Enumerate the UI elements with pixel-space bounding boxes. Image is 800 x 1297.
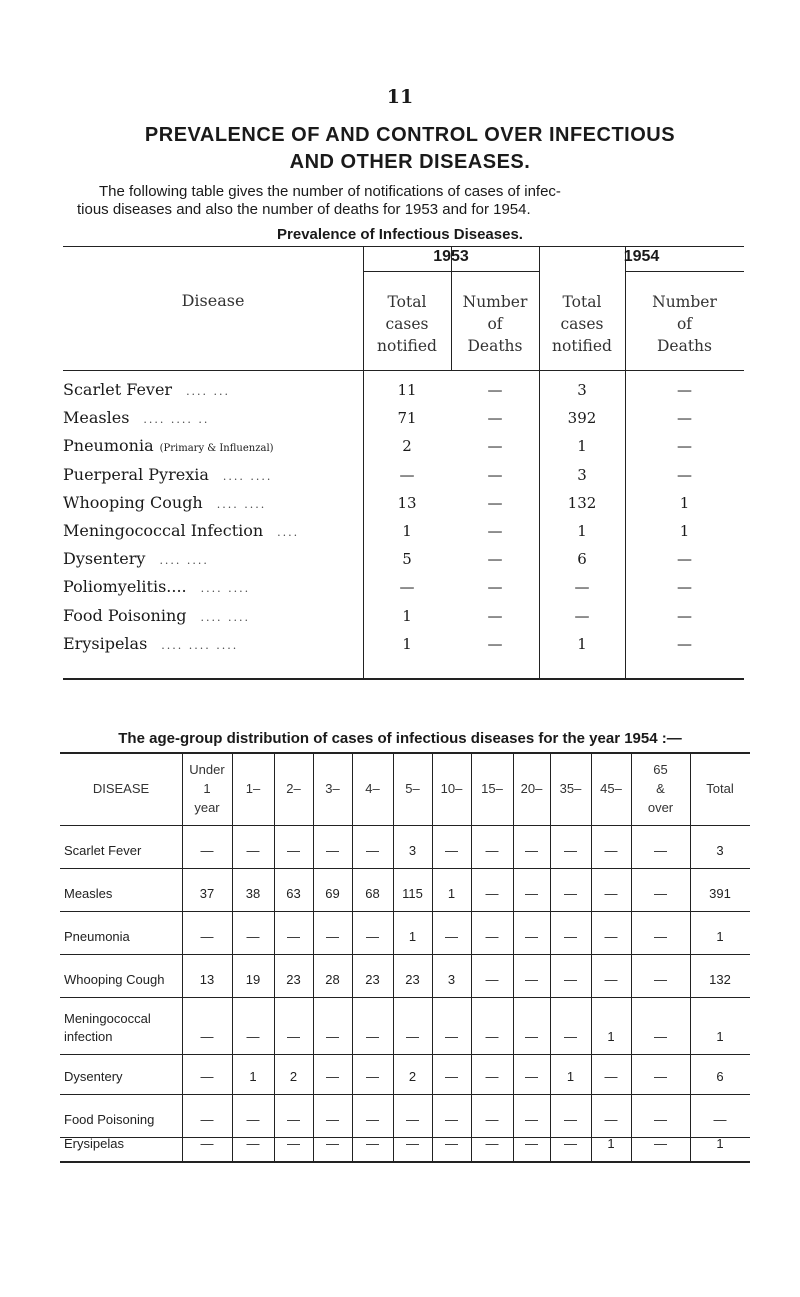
disease-name: Meningococcal Infection — [63, 521, 264, 540]
table-cell: — — [487, 550, 503, 569]
table-cell: 23 — [365, 972, 380, 987]
header-line: 4– — [365, 781, 380, 796]
table-row-label — [63, 577, 363, 599]
deaths-1954-header — [625, 291, 744, 357]
table-cell: — — [287, 929, 300, 944]
table-cell: 1 — [716, 1029, 724, 1044]
disease-column-header: Disease — [181, 291, 245, 310]
table-cell: — — [604, 1069, 618, 1084]
table1-title: Prevalence of Infectious Diseases. — [277, 226, 523, 243]
table-cell: — — [246, 929, 260, 944]
header-line: Under — [189, 762, 225, 777]
table-cell: 132 — [567, 493, 597, 512]
table-cell: 115 — [402, 886, 423, 901]
table-cell: 1 — [249, 1069, 257, 1084]
table-cell: 23 — [405, 972, 420, 987]
divider — [625, 271, 744, 272]
table-cell: 3 — [577, 465, 587, 484]
table-cell: 11 — [397, 381, 417, 399]
header-line: Total — [387, 293, 427, 311]
table-cell: — — [326, 1136, 339, 1151]
age-column-header — [352, 752, 393, 825]
age-group-table — [60, 752, 750, 1151]
table-cell: 3 — [447, 972, 456, 987]
table-cell: — — [574, 578, 590, 597]
table-cell: — — [525, 886, 538, 901]
table-row-label — [63, 634, 363, 656]
age-column-header — [393, 752, 432, 825]
table-cell: — — [485, 929, 499, 944]
age-column-header-text — [405, 779, 419, 798]
age-column-header — [591, 752, 631, 825]
header-line: Number — [652, 293, 717, 311]
header-line: Total — [562, 293, 602, 311]
table-cell: — — [406, 1029, 419, 1044]
leader-dots: .... .... — [222, 469, 273, 483]
header-line: 5– — [405, 781, 420, 796]
disease-name: Dysentery — [64, 1069, 123, 1084]
table-cell: — — [487, 522, 503, 540]
table-cell: 1 — [607, 1136, 615, 1151]
leader-dots: .... .... — [200, 610, 250, 624]
age-column-header-text — [365, 779, 379, 798]
under-1-year-header — [182, 752, 232, 825]
table-cell: — — [654, 1069, 667, 1084]
age-column-header — [550, 752, 591, 825]
table-cell: — — [406, 1112, 419, 1127]
disease-name: Food Poisoning — [64, 1112, 155, 1127]
header-line: Deaths — [467, 337, 523, 355]
over-65-header-text — [648, 760, 673, 817]
table-cell: — — [525, 972, 538, 987]
table-cell: 28 — [325, 972, 340, 987]
table-cell: — — [564, 1112, 577, 1127]
age-column-header — [513, 752, 550, 825]
table-cell: — — [487, 437, 503, 456]
table-cell: — — [287, 1112, 300, 1127]
table-cell: — — [525, 1029, 538, 1044]
table-cell: — — [445, 1069, 458, 1084]
table-cell: — — [287, 1136, 300, 1151]
table-cell: 1 — [716, 929, 724, 944]
divider — [63, 370, 744, 371]
table-cell: — — [287, 843, 300, 858]
disease-column-header-text — [93, 779, 149, 798]
table-cell: — — [677, 381, 692, 399]
table-cell: — — [487, 381, 503, 399]
table-cell: — — [487, 578, 503, 597]
table-cell: — — [366, 1069, 379, 1084]
header-line: notified — [552, 337, 612, 355]
table-cell: — — [654, 972, 667, 987]
total-cases-1954-header — [539, 291, 625, 357]
table-cell: — — [366, 1112, 379, 1127]
table-cell: — — [485, 886, 499, 901]
table-cell: 2 — [289, 1069, 298, 1084]
age-column-header — [471, 752, 513, 825]
row-divider — [60, 1094, 750, 1095]
disease-name: Scarlet Fever — [63, 380, 173, 399]
table-cell: 1 — [679, 493, 690, 512]
disease-name: Scarlet Fever — [64, 843, 142, 858]
total-cases-1953-header — [363, 291, 451, 357]
table-row-label — [64, 885, 112, 903]
table-cell: — — [487, 409, 503, 428]
table-cell: — — [326, 1112, 339, 1127]
table-cell: — — [564, 929, 577, 944]
table-cell: — — [445, 1112, 458, 1127]
table-row-label — [64, 1068, 123, 1086]
table-row-label — [63, 436, 363, 459]
table-cell: 132 — [709, 972, 731, 987]
header-line: 3– — [325, 781, 340, 796]
age-column-header-text — [521, 779, 543, 798]
table-cell: — — [246, 1029, 260, 1044]
table-row-label — [64, 971, 164, 989]
under-1-year-header-text — [189, 760, 224, 817]
table-cell: — — [677, 550, 692, 569]
table-cell: — — [246, 1136, 260, 1151]
table-cell: 1 — [566, 1069, 575, 1084]
header-line: 1– — [245, 781, 261, 796]
table-cell: 1 — [577, 522, 587, 540]
leader-dots: .... .... — [200, 582, 251, 596]
table-cell: — — [326, 1029, 339, 1044]
table-cell: 3 — [408, 843, 417, 858]
table-cell: — — [677, 437, 692, 456]
table-cell: — — [399, 465, 415, 484]
prevalence-table — [63, 246, 744, 680]
table-cell: 1 — [577, 437, 587, 456]
table-cell: 6 — [577, 550, 587, 569]
table-cell: — — [604, 886, 618, 901]
header-line: over — [647, 800, 674, 815]
table-cell: — — [200, 1112, 214, 1127]
header-line: 2– — [286, 781, 301, 796]
header-line: DISEASE — [92, 781, 150, 796]
table-cell: — — [326, 1069, 339, 1084]
table-cell: 5 — [402, 550, 412, 569]
disease-note: (Primary & Influenzal) — [159, 443, 274, 455]
age-column-header-text — [325, 779, 339, 798]
table-cell: — — [604, 843, 618, 858]
disease-name: Food Poisoning — [63, 605, 187, 625]
table-row-label — [64, 1111, 154, 1129]
table-cell: 2 — [408, 1069, 417, 1084]
table-cell: — — [246, 843, 260, 858]
disease-name: Pneumonia — [63, 436, 154, 456]
table-cell: — — [564, 1136, 577, 1151]
table-cell: — — [677, 578, 692, 597]
disease-name: Whooping Cough — [64, 972, 165, 987]
disease-name: Puerperal Pyrexia — [63, 464, 209, 484]
age-column-header-text — [441, 779, 463, 798]
table-cell: — — [399, 578, 415, 597]
table-cell: — — [525, 929, 538, 944]
table-cell: 38 — [245, 886, 261, 901]
table-cell: — — [564, 886, 577, 901]
table-cell: — — [487, 634, 503, 653]
table-cell: — — [485, 1069, 499, 1084]
table-cell: — — [406, 1136, 419, 1151]
table-cell: — — [485, 843, 499, 858]
intro-line-2: tious diseases and also the number of deaths for 1953 and for 1954. — [77, 201, 531, 218]
leader-dots: .... ... — [186, 385, 231, 398]
header-line: 20– — [520, 781, 543, 796]
table-cell: 13 — [397, 493, 417, 512]
table-bottom-border — [60, 1161, 750, 1163]
table-row-label — [63, 521, 363, 543]
intro-line-1: The following table gives the number of notifications of cases of infec- — [99, 183, 561, 200]
table-cell: — — [604, 929, 618, 944]
over-65-header — [631, 752, 690, 825]
deaths-1953-header — [451, 291, 539, 357]
total-column-header — [690, 752, 750, 825]
disease-name: Measles — [63, 408, 130, 428]
table-cell: — — [525, 1136, 538, 1151]
table-cell: 1 — [402, 606, 412, 625]
table-cell: — — [200, 1029, 214, 1044]
disease-name: Poliomyelitis.... — [63, 577, 187, 597]
divider — [363, 271, 539, 272]
table-cell: — — [366, 929, 379, 944]
table-cell: 68 — [365, 886, 380, 901]
leader-dots: .... .... .... — [161, 638, 239, 652]
header-line: year — [194, 800, 220, 815]
header-line: cases — [560, 315, 604, 333]
table-cell: 1 — [408, 929, 417, 944]
table-cell: — — [445, 1029, 458, 1044]
row-divider — [60, 1054, 750, 1055]
age-column-header-text — [481, 779, 503, 798]
age-column-header-text — [246, 779, 260, 798]
year-1954-header: 1954 — [623, 248, 660, 265]
table-cell: — — [485, 1029, 499, 1044]
table-cell: — — [487, 493, 503, 512]
table-cell: 6 — [716, 1069, 724, 1084]
row-divider — [60, 825, 750, 826]
table-cell: 1 — [402, 634, 412, 653]
disease-name: Whooping Cough — [63, 492, 203, 512]
page-title-line-2: AND OTHER DISEASES. — [289, 151, 531, 173]
row-divider — [60, 954, 750, 955]
table-cell: 71 — [397, 409, 417, 428]
table-cell: — — [200, 929, 214, 944]
age-column-header-text — [560, 779, 582, 798]
table-cell: — — [485, 1112, 499, 1127]
table-cell: 69 — [325, 886, 340, 901]
table-cell: — — [485, 972, 499, 987]
page-number: 11 — [386, 86, 414, 108]
table-row-label — [63, 606, 363, 628]
table-cell: — — [366, 1029, 379, 1044]
table-cell: 3 — [716, 843, 724, 858]
table-cell: — — [525, 1112, 538, 1127]
disease-name: Meningococcal — [64, 1011, 151, 1026]
table-row-label — [64, 842, 141, 860]
table-cell: — — [677, 409, 692, 428]
table-row-label — [63, 380, 363, 402]
table-row-label — [63, 408, 363, 430]
header-line: 15– — [481, 781, 503, 796]
table-row-label — [64, 1135, 124, 1153]
table-cell: — — [654, 843, 667, 858]
disease-column-header — [60, 752, 182, 825]
table-cell: 1 — [716, 1136, 724, 1151]
table-cell: — — [485, 1136, 499, 1151]
table-cell: 2 — [402, 437, 412, 456]
table-cell: — — [654, 929, 667, 944]
disease-name: Dysentery — [63, 549, 146, 569]
table-cell: — — [525, 843, 538, 858]
table-cell: — — [654, 886, 667, 901]
table-cell: 1 — [679, 522, 690, 540]
table-cell: — — [564, 972, 577, 987]
table-cell: — — [445, 1136, 458, 1151]
table-cell: — — [677, 634, 692, 653]
header-line: of — [676, 315, 693, 333]
age-column-header-text — [286, 779, 300, 798]
table-cell: — — [487, 465, 503, 484]
row-divider — [60, 868, 750, 869]
header-line: 10– — [440, 781, 463, 796]
page-title-line-1: PREVALENCE OF AND CONTROL OVER INFECTIOUS — [144, 124, 676, 146]
disease-name: Pneumonia — [64, 929, 130, 944]
table-cell: — — [713, 1112, 727, 1127]
table-cell: — — [200, 1069, 214, 1084]
table-cell: 391 — [709, 886, 731, 901]
year-1953-header: 1953 — [433, 248, 469, 265]
header-line: 35– — [559, 781, 582, 796]
table-cell: 1 — [447, 886, 456, 901]
page-title — [60, 122, 760, 176]
table-cell: — — [525, 1069, 538, 1084]
table-cell: — — [326, 843, 339, 858]
table-cell: — — [574, 606, 590, 625]
age-column-header — [232, 752, 274, 825]
table-cell: — — [604, 1112, 618, 1127]
table-cell: 392 — [567, 409, 597, 428]
table-cell: — — [654, 1029, 667, 1044]
table-cell: 1 — [402, 522, 412, 540]
header-line: Total — [706, 781, 734, 796]
row-divider — [60, 911, 750, 912]
age-column-header — [274, 752, 313, 825]
table-row-label — [63, 465, 363, 487]
table-cell: — — [604, 972, 618, 987]
table-cell: — — [445, 929, 458, 944]
header-line: Deaths — [656, 337, 712, 355]
header-line: 1 — [203, 781, 211, 796]
age-column-header — [432, 752, 471, 825]
intro-paragraph — [77, 183, 739, 219]
table-cell: — — [445, 843, 458, 858]
table-cell: — — [564, 1029, 577, 1044]
total-column-header-text — [706, 779, 733, 798]
table-cell: — — [287, 1029, 300, 1044]
header-line: 45– — [600, 781, 622, 796]
table-cell: — — [487, 606, 503, 625]
table-cell: — — [564, 843, 577, 858]
leader-dots: .... .... — [159, 554, 209, 568]
age-column-header-text — [600, 779, 622, 798]
table-cell: — — [366, 1136, 379, 1151]
table-cell: 19 — [245, 972, 261, 987]
table-row-label — [63, 493, 363, 515]
table-cell: 63 — [286, 886, 301, 901]
table-cell: 1 — [577, 634, 587, 653]
disease-name: Erysipelas — [63, 633, 148, 653]
table-cell: — — [654, 1112, 667, 1127]
table-cell: — — [677, 606, 692, 625]
table-cell: 13 — [199, 972, 215, 987]
table2-title: The age-group distribution of cases of infectious diseases for the year 1954 :— — [118, 730, 682, 747]
table-row-label — [64, 1010, 151, 1046]
header-line: of — [487, 315, 503, 333]
table-row-label — [63, 549, 363, 571]
header-line: cases — [385, 315, 429, 333]
table-cell: — — [366, 843, 379, 858]
header-line: 65 — [653, 762, 668, 777]
table-cell: 1 — [607, 1029, 615, 1044]
leader-dots: .... .... — [216, 497, 267, 511]
row-divider — [60, 997, 750, 998]
table-cell: — — [200, 1136, 214, 1151]
leader-dots: .... — [277, 526, 300, 539]
header-line: & — [656, 781, 665, 796]
table-cell: — — [326, 929, 339, 944]
table-cell: — — [246, 1112, 260, 1127]
disease-name: Measles — [64, 886, 113, 901]
leader-dots: .... .... .. — [143, 413, 210, 427]
header-line: Number — [462, 293, 528, 311]
header-line: notified — [377, 337, 437, 355]
disease-name: infection — [64, 1029, 113, 1044]
age-column-header — [313, 752, 352, 825]
table-cell: 37 — [199, 886, 215, 901]
table-cell: 23 — [286, 972, 301, 987]
table-cell: 3 — [577, 381, 587, 399]
table-cell: — — [677, 465, 692, 484]
table-row-label — [64, 928, 130, 946]
disease-name: Erysipelas — [64, 1136, 124, 1151]
table-cell: — — [200, 843, 214, 858]
table-cell: — — [654, 1136, 667, 1151]
